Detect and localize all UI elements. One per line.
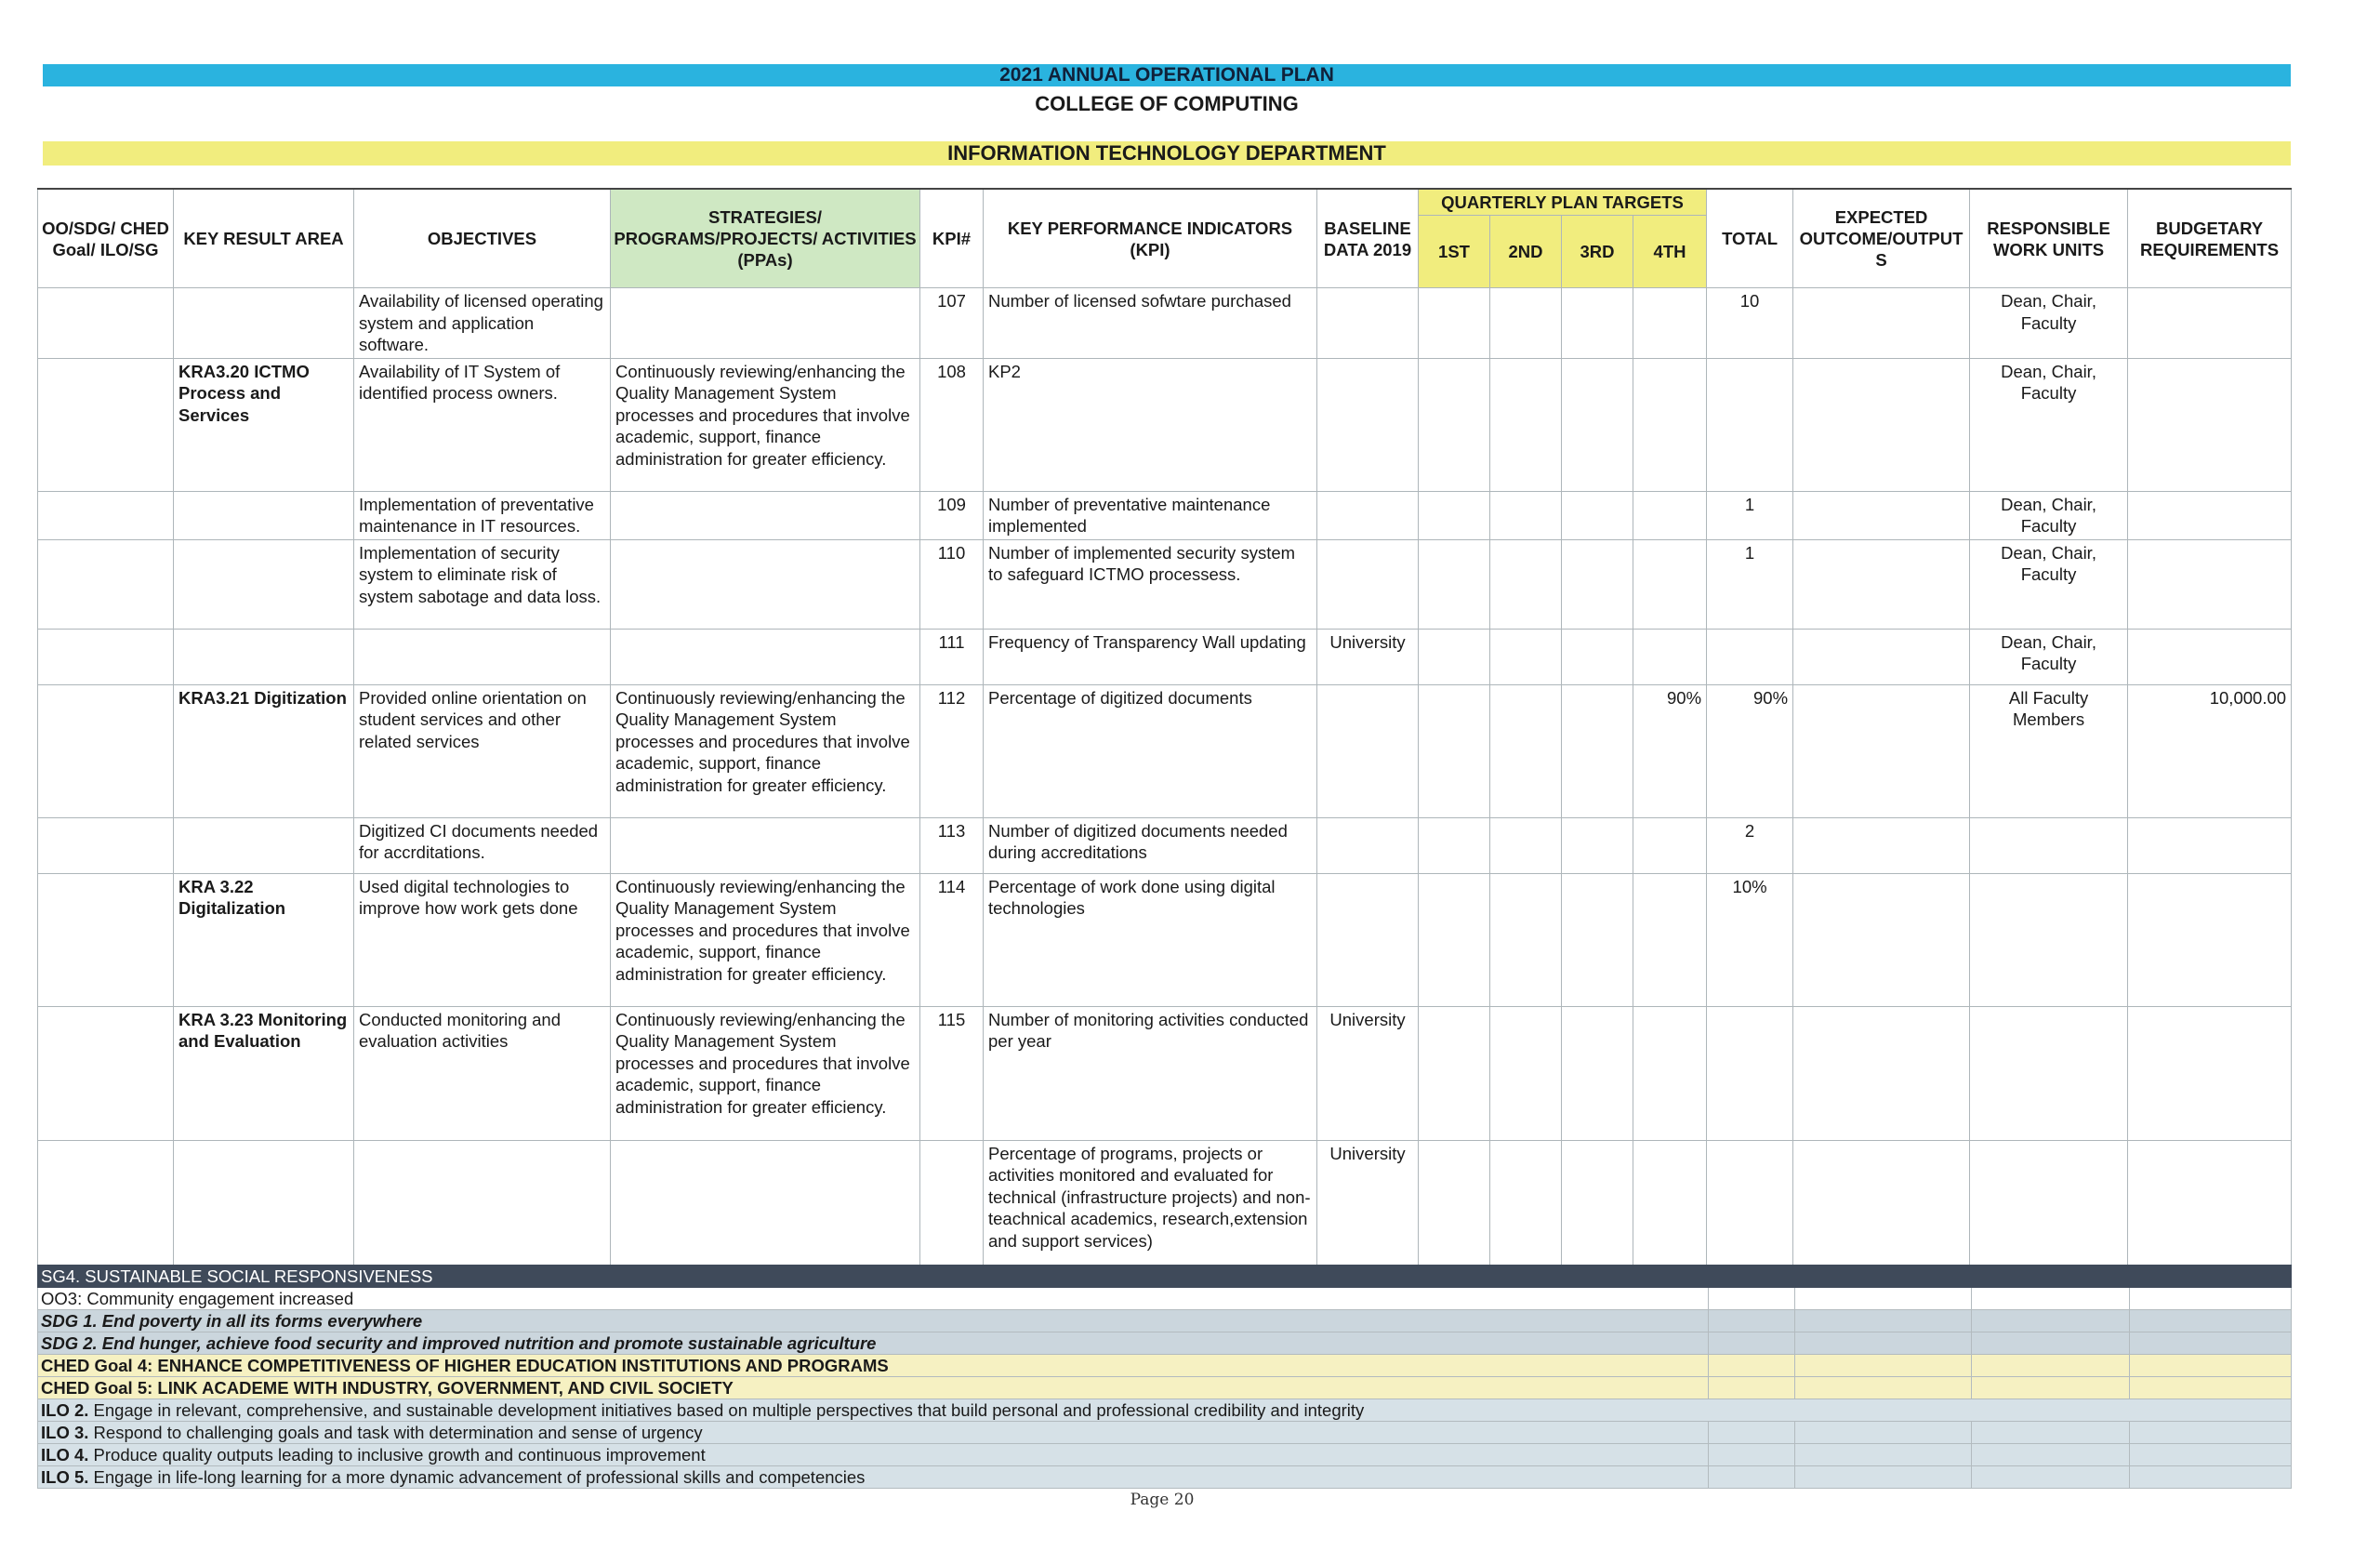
plan-title: 2021 ANNUAL OPERATIONAL PLAN: [999, 64, 1334, 86]
col-outcome: EXPECTED OUTCOME/OUTPUT S: [1793, 189, 1970, 288]
ched-goal4-row: CHED Goal 4: ENHANCE COMPETITIVENESS OF HIGHER EDUCATION INSTITUTIONS AND PROGRAMS: [38, 1355, 2292, 1377]
work-units: Dean, Chair, Faculty: [1970, 358, 2128, 491]
sdg1-row: SDG 1. End poverty in all its forms everywhere: [38, 1310, 2292, 1332]
table-row: [38, 817, 2292, 873]
work-units: All Faculty Members: [1970, 684, 2128, 817]
col-kra: KEY RESULT AREA: [174, 189, 354, 288]
col-work-units: RESPONSIBLE WORK UNITS: [1970, 189, 2128, 288]
col-ppas: STRATEGIES/ PROGRAMS/PROJECTS/ ACTIVITIES (PPAs): [611, 189, 920, 288]
ppa: Continuously reviewing/enhancing the Quality Management System processes and procedures that involve academic, support, finance administration for greater efficiency.: [611, 873, 920, 1006]
kpi: Percentage of digitized documents: [984, 684, 1317, 817]
kpi-number: 109: [920, 491, 984, 539]
ilo5-row: ILO 5. Engage in life-long learning for a more dynamic advancement of professional skills and competencies: [38, 1466, 2292, 1489]
kpi: Percentage of programs, projects or activities monitored and evaluated for technical (infrastructure projects) and non-teachnical academics, research,extension and support services): [984, 1140, 1317, 1274]
total: 1: [1707, 539, 1793, 629]
objective: Availability of licensed operating system and application software.: [354, 288, 611, 359]
table-row: [38, 288, 2292, 359]
table-row: [38, 684, 2292, 817]
work-units: Dean, Chair, Faculty: [1970, 539, 2128, 629]
kpi: KP2: [984, 358, 1317, 491]
kpi-number: 112: [920, 684, 984, 817]
kpi-number: 111: [920, 629, 984, 684]
work-units: Dean, Chair, Faculty: [1970, 491, 2128, 539]
objective: Implementation of preventative maintenance in IT resources.: [354, 491, 611, 539]
kpi-number: 110: [920, 539, 984, 629]
ched-goal5-row: CHED Goal 5: LINK ACADEME WITH INDUSTRY, GOVERNMENT, AND CIVIL SOCIETY: [38, 1377, 2292, 1399]
ilo3-row: ILO 3. Respond to challenging goals and task with determination and sense of urgency: [38, 1422, 2292, 1444]
sg4-label: SG4. SUSTAINABLE SOCIAL RESPONSIVENESS: [38, 1266, 1709, 1288]
department-name: INFORMATION TECHNOLOGY DEPARTMENT: [947, 141, 1386, 165]
baseline: University: [1317, 1140, 1419, 1274]
key-result-area: KRA3.21 Digitization: [174, 684, 354, 817]
col-q4: 4TH: [1633, 216, 1707, 288]
objective: Digitized CI documents needed for accrditations.: [354, 817, 611, 873]
kpi: Number of implemented security system to safeguard ICTMO processess.: [984, 539, 1317, 629]
work-units: Dean, Chair, Faculty: [1970, 629, 2128, 684]
table-row: [38, 1006, 2292, 1140]
budget: 10,000.00: [2128, 684, 2292, 817]
oo3-row: OO3: Community engagement increased: [38, 1288, 2292, 1310]
col-q3: 3RD: [1562, 216, 1633, 288]
kpi: Percentage of work done using digital technologies: [984, 873, 1317, 1006]
objective: Availability of IT System of identified process owners.: [354, 358, 611, 491]
kpi-number: 114: [920, 873, 984, 1006]
sdg2-row: SDG 2. End hunger, achieve food security and improved nutrition and promote sustainable agriculture: [38, 1332, 2292, 1355]
goal-alignment-table: [37, 1265, 2292, 1489]
objective: Implementation of security system to eliminate risk of system sabotage and data loss.: [354, 539, 611, 629]
col-total: TOTAL: [1707, 189, 1793, 288]
ppa: Continuously reviewing/enhancing the Quality Management System processes and procedures that involve academic, support, finance administration for greater efficiency.: [611, 358, 920, 491]
col-budget: BUDGETARY REQUIREMENTS: [2128, 189, 2292, 288]
college-name: COLLEGE OF COMPUTING: [1035, 92, 1299, 115]
table-row: [38, 1140, 2292, 1274]
department-band: [43, 141, 2291, 166]
objective: Provided online orientation on student services and other related services: [354, 684, 611, 817]
col-quarterly-targets: QUARTERLY PLAN TARGETS: [1419, 189, 1707, 216]
ilo2-row: ILO 2. Engage in relevant, comprehensive, and sustainable development initiatives based on multiple perspectives that build personal and professional credibility and integrity: [38, 1399, 2292, 1422]
col-objectives: OBJECTIVES: [354, 189, 611, 288]
kpi: Frequency of Transparency Wall updating: [984, 629, 1317, 684]
sg4-band: [38, 1266, 2292, 1288]
kpi-number: 115: [920, 1006, 984, 1140]
table-row: [38, 358, 2292, 491]
baseline: University: [1317, 629, 1419, 684]
q4-target: 90%: [1633, 684, 1707, 817]
key-result-area: KRA 3.23 Monitoring and Evaluation: [174, 1006, 354, 1140]
total: 1: [1707, 491, 1793, 539]
operational-plan-table: [37, 188, 2292, 1275]
page-number: Page 20: [1130, 1491, 1195, 1509]
col-q1: 1ST: [1419, 216, 1490, 288]
kpi: Number of digitized documents needed during accreditations: [984, 817, 1317, 873]
ilo4-row: ILO 4. Produce quality outputs leading to inclusive growth and continuous improvement: [38, 1444, 2292, 1466]
total: 90%: [1707, 684, 1793, 817]
kpi: Number of preventative maintenance implemented: [984, 491, 1317, 539]
kpi: Number of licensed sofwtare purchased: [984, 288, 1317, 359]
col-goal: OO/SDG/ CHED Goal/ ILO/SG: [38, 189, 174, 288]
key-result-area: KRA 3.22 Digitalization: [174, 873, 354, 1006]
col-q2: 2ND: [1490, 216, 1562, 288]
table-row: [38, 491, 2292, 539]
objective: Conducted monitoring and evaluation activities: [354, 1006, 611, 1140]
kpi-number: 113: [920, 817, 984, 873]
col-kpi: KEY PERFORMANCE INDICATORS (KPI): [984, 189, 1317, 288]
kpi-number: 108: [920, 358, 984, 491]
plan-title-band: [43, 64, 2291, 86]
total: 2: [1707, 817, 1793, 873]
ppa: Continuously reviewing/enhancing the Quality Management System processes and procedures that involve academic, support, finance administration for greater efficiency.: [611, 684, 920, 817]
total: 10: [1707, 288, 1793, 359]
table-row: [38, 873, 2292, 1006]
baseline: University: [1317, 1006, 1419, 1140]
kpi-number: 107: [920, 288, 984, 359]
kpi: Number of monitoring activities conducted per year: [984, 1006, 1317, 1140]
work-units: Dean, Chair, Faculty: [1970, 288, 2128, 359]
table-row: [38, 539, 2292, 629]
col-baseline: BASELINE DATA 2019: [1317, 189, 1419, 288]
table-row: [38, 629, 2292, 684]
ppa: Continuously reviewing/enhancing the Quality Management System processes and procedures that involve academic, support, finance administration for greater efficiency.: [611, 1006, 920, 1140]
key-result-area: KRA3.20 ICTMO Process and Services: [174, 358, 354, 491]
total: 10%: [1707, 873, 1793, 1006]
objective: Used digital technologies to improve how work gets done: [354, 873, 611, 1006]
col-kpi-no: KPI#: [920, 189, 984, 288]
